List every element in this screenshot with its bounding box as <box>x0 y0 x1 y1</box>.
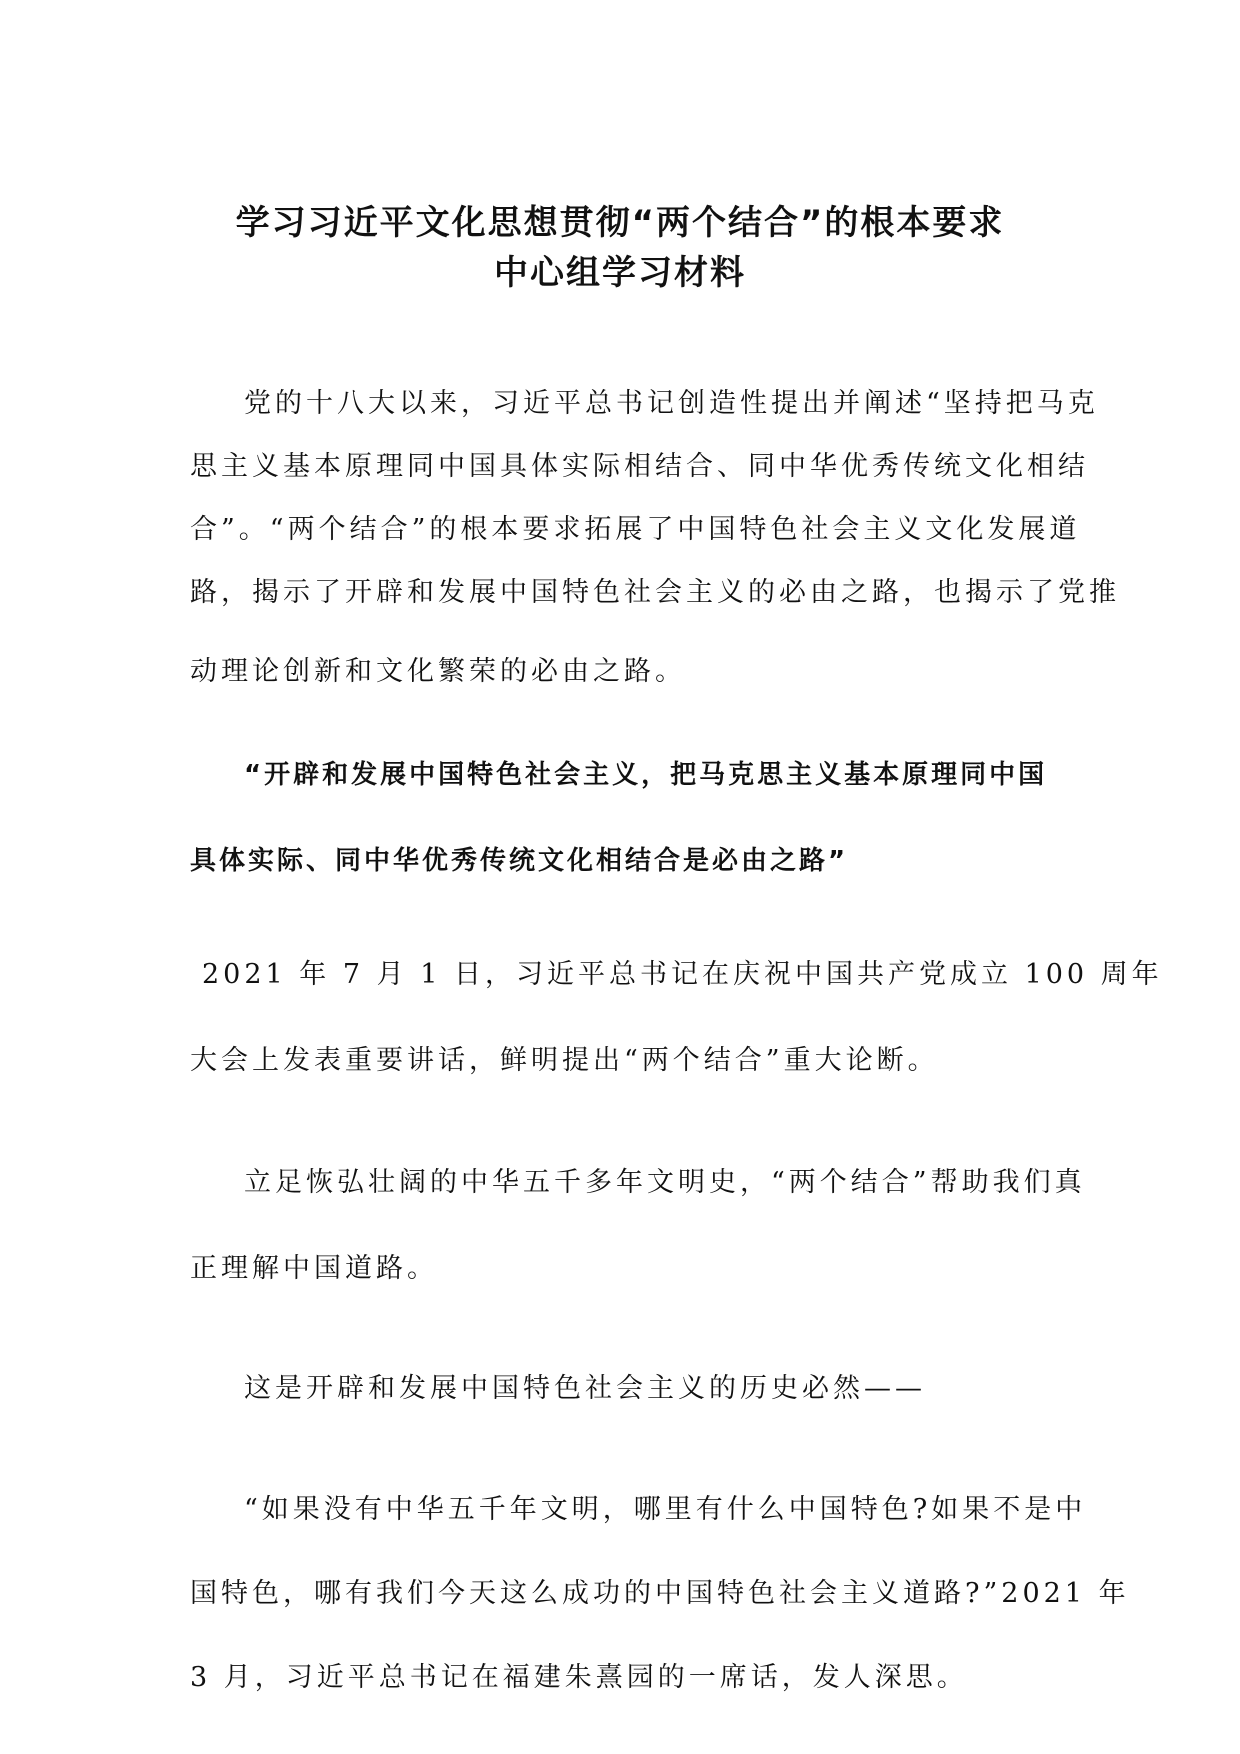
text-line: 大会上发表重要讲话，鲜明提出“两个结合”重大论断。 <box>190 1045 939 1076</box>
section-heading <box>190 732 1050 904</box>
text-line: 正理解中国道路。 <box>190 1253 438 1284</box>
title-line-1: 学习习近平文化思想贯彻“两个结合”的根本要求 <box>235 203 1005 243</box>
intro-paragraph <box>190 372 1120 703</box>
quote-paragraph <box>190 1468 1130 1720</box>
text-line: 合”。“两个结合”的根本要求拓展了中国特色社会主义文化发展道 <box>190 514 1081 545</box>
text-line: 动理论创新和文化繁荣的必由之路。 <box>190 656 686 687</box>
text-line: 这是开辟和发展中国特色社会主义的历史必然—— <box>244 1373 926 1404</box>
document-title <box>0 198 1240 298</box>
text-line: 3 月，习近平总书记在福建朱熹园的一席话，发人深思。 <box>190 1662 968 1693</box>
text-line: 立足恢弘壮阔的中华五千多年文明史，“两个结合”帮助我们真 <box>244 1167 1086 1198</box>
speech-paragraph <box>190 932 1163 1104</box>
text-line: 国特色，哪有我们今天这么成功的中国特色社会主义道路?”2021 年 <box>190 1578 1130 1609</box>
title-line-2: 中心组学习材料 <box>494 253 746 293</box>
heading-line: “开辟和发展中国特色社会主义，把马克思主义基本原理同中国 <box>244 760 1048 790</box>
text-line: 党的十八大以来，习近平总书记创造性提出并阐述“坚持把马克 <box>244 388 1099 419</box>
heading-line: 具体实际、同中华优秀传统文化相结合是必由之路” <box>190 846 849 876</box>
civilization-paragraph <box>190 1140 1086 1312</box>
text-line: 思主义基本原理同中国具体实际相结合、同中华优秀传统文化相结 <box>190 451 1089 482</box>
text-line: 2021 年 7 月 1 日，习近平总书记在庆祝中国共产党成立 100 周年 <box>202 959 1163 990</box>
text-line: 路，揭示了开辟和发展中国特色社会主义的必由之路，也揭示了党推 <box>190 577 1120 608</box>
text-line: “如果没有中华五千年文明，哪里有什么中国特色?如果不是中 <box>244 1494 1087 1525</box>
necessity-paragraph <box>190 1346 1050 1432</box>
